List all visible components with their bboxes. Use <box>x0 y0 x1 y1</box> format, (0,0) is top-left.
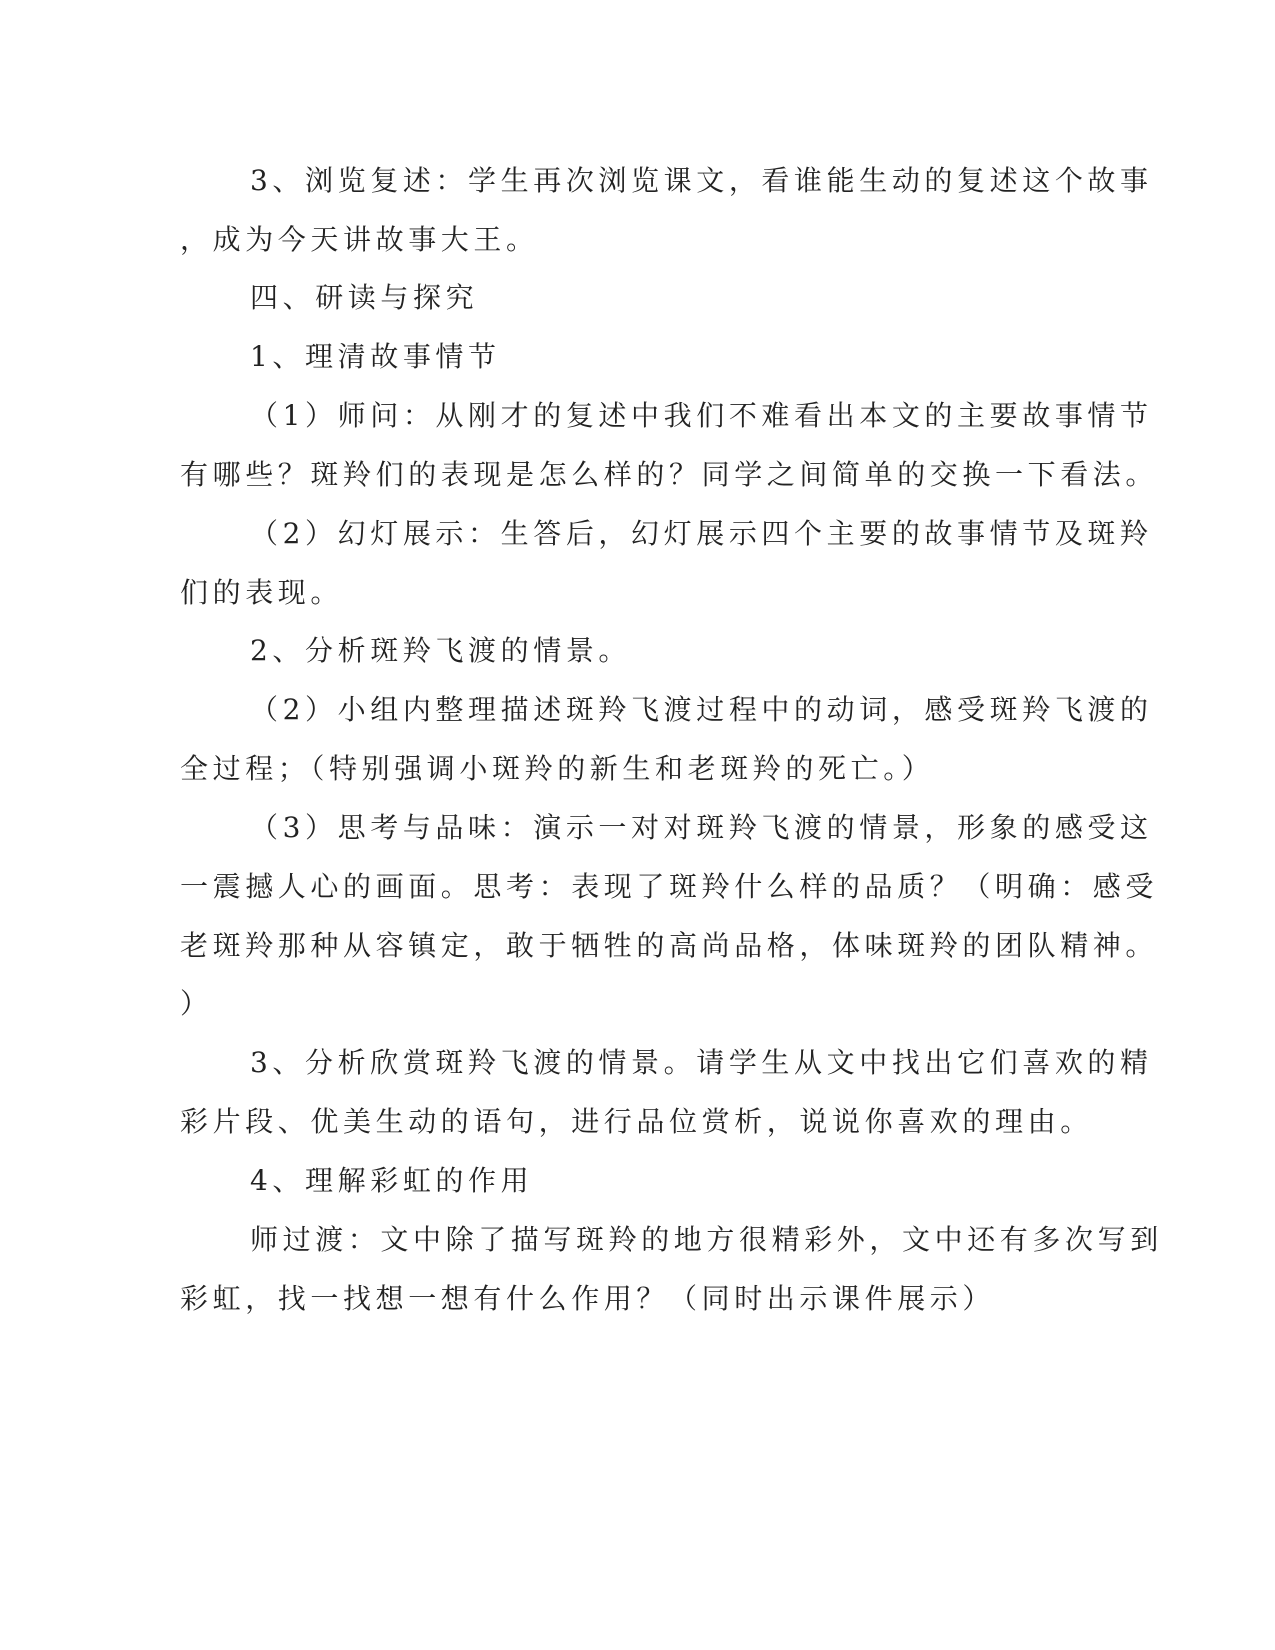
subheading-1: 1、理清故事情节 <box>250 340 501 373</box>
text-line-12: （3）思考与品味：演示一对对斑羚飞渡的情景，形象的感受这 <box>250 811 1153 844</box>
text-line-8: 们的表现。 <box>180 576 344 609</box>
text-line-17: 彩片段、优美生动的语句，进行品位赏析，说说你喜欢的理由。 <box>180 1105 1093 1138</box>
subheading-3: 3、分析欣赏斑羚飞渡的情景。请学生从文中找出它们喜欢的精 <box>250 1046 1153 1079</box>
text-line-14: 老斑羚那种从容镇定，敢于牺牲的高尚品格，体味斑羚的团队精神。 <box>180 929 1159 962</box>
text-line-2: ，成为今天讲故事大王。 <box>180 223 539 256</box>
subheading-4: 4、理解彩虹的作用 <box>250 1164 534 1197</box>
section-heading: 四、研读与探究 <box>250 281 479 314</box>
text-line-6: 有哪些？斑羚们的表现是怎么样的？同学之间简单的交换一下看法。 <box>180 458 1159 491</box>
text-line-11: 全过程；（特别强调小斑羚的新生和老斑羚的死亡。） <box>180 752 935 785</box>
text-line-10: （2）小组内整理描述斑羚飞渡过程中的动词，感受斑羚飞渡的 <box>250 693 1153 726</box>
text-line-1: 3、浏览复述：学生再次浏览课文，看谁能生动的复述这个故事 <box>250 164 1153 197</box>
text-line-13: 一震撼人心的画面。思考：表现了斑羚什么样的品质？（明确：感受 <box>180 870 1159 903</box>
text-line-15: ） <box>180 987 213 1020</box>
text-line-20: 彩虹，找一找想一想有什么作用？（同时出示课件展示） <box>180 1282 996 1315</box>
text-line-5: （1）师问：从刚才的复述中我们不难看出本文的主要故事情节 <box>250 399 1153 432</box>
subheading-2: 2、分析斑羚飞渡的情景。 <box>250 634 632 667</box>
text-line-7: （2）幻灯展示：生答后，幻灯展示四个主要的故事情节及斑羚 <box>250 517 1153 550</box>
text-line-19: 师过渡：文中除了描写斑羚的地方很精彩外，文中还有多次写到 <box>250 1223 1163 1256</box>
